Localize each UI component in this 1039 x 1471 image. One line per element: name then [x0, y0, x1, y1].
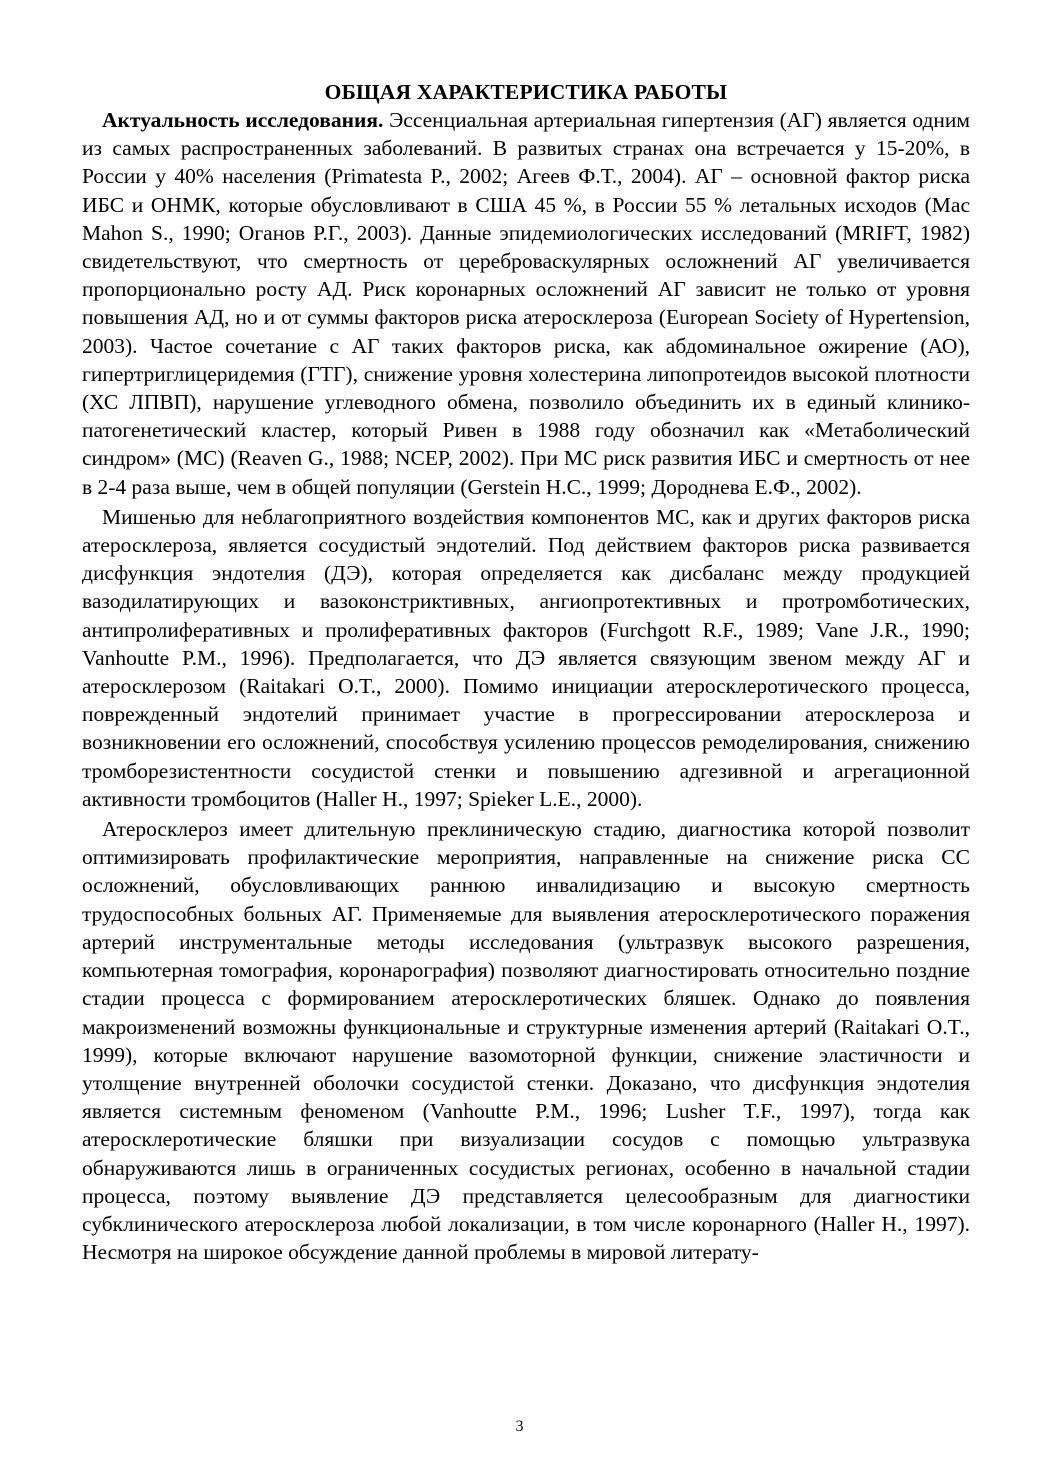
paragraph-text: Атеросклероз имеет длительную преклиническую стадию, диагностика которой позволит оптимизировать профилактические мероприятия, направленные на снижение риска СС осложнений, обусловливающих раннюю инвалидизацию и высокую смертность трудоспособных больных АГ. Применяемые для выявления атеросклеротического поражения артерий инструментальные методы исследования (ультразвук высокого разрешения, компьютерная томография, коронарография) позволяют диагностировать относительно поздние стадии процесса с формированием атеросклеротических бляшек. Однако до появления макроизменений возможны функциональные и структурные изменения артерий (Raitakari O.T., 1999), которые включают нарушение вазомоторной функции, снижение эластичности и утолщение внутренней оболочки сосудистой стенки. Доказано, что дисфункция эндотелия является системным феноменом (Vanhoutte P.M., 1996; Lusher T.F., 1997), тогда как атеросклеротические бляшки при визуализации сосудов с помощью ультразвука обнаруживаются лишь в ограниченных сосудистых регионах, особенно в начальной стадии процесса, поэтому выявление ДЭ представляется целесообразным для диагностики субклинического атеросклероза любой локализации, в том числе коронарного (Haller H., 1997). Несмотря на широкое обсуждение данной проблемы в мировой литерату-	[82, 817, 970, 1265]
paragraph-text: Мишенью для неблагоприятного воздействия компонентов МС, как и других факторов риска атеросклероза, является сосудистый эндотелий. Под действием факторов риска развивается дисфункция эндотелия (ДЭ), которая определяется как дисбаланс между продукцией вазодилатирующих и вазоконстриктивных, ангиопротективных и протромботических, антипролиферативных и пролиферативных факторов (Furchgott R.F., 1989; Vane J.R., 1990; Vanhoutte P.M., 1996). Предполагается, что ДЭ является связующим звеном между АГ и атеросклерозом (Raitakari O.T., 2000). Помимо инициации атеросклеротического процесса, поврежденный эндотелий принимает участие в прогрессировании атеросклероза и возникновении его осложнений, способствуя усилению процессов ремоделирования, снижению тромборезистентности сосудистой стенки и повышению адгезивной и агрегационной активности тромбоцитов (Haller H., 1997; Spieker L.E., 2000).	[82, 504, 970, 811]
paragraph-lead: Актуальность исследования.	[102, 108, 384, 132]
paragraph-endothelium	[82, 503, 970, 813]
document-page	[82, 78, 970, 1266]
document-title: ОБЩАЯ ХАРАКТЕРИСТИКА РАБОТЫ	[324, 80, 728, 104]
paragraph-atherosclerosis	[82, 815, 970, 1266]
paragraph-relevance	[82, 106, 970, 501]
page-number: 3	[515, 1418, 524, 1435]
paragraph-text: Эссенциальная артериальная гипертензия (АГ) является одним из самых распространенных заболеваний. В развитых странах она встречается у 15-20%, в России у 40% населения (Primatesta P., 2002; Агеев Ф.Т., 2004). АГ – основной фактор риска ИБС и ОНМК, которые обусловливают в США 45 %, в России 55 % летальных исходов (Mac Mahon S., 1990; Оганов Р.Г., 2003). Данные эпидемиологических исследований (MRIFT, 1982) свидетельствуют, что смертность от цереброваскулярных осложнений АГ увеличивается пропорционально росту АД. Риск коронарных осложнений АГ зависит не только от уровня повышения АД, но и от суммы факторов риска атеросклероза (European Society of Hypertension, 2003). Частое сочетание с АГ таких факторов риска, как абдоминальное ожирение (АО), гипертриглицеридемия (ГТГ), снижение уровня холестерина липопротеидов высокой плотности (ХС ЛПВП), нарушение углеводного обмена, позволило объединить их в единый клинико-патогенетический кластер, который Ривен в 1988 году обозначил как «Метаболический синдром» (МС) (Reaven G., 1988; NCEP, 2002). При МС риск развития ИБС и смертность от нее в 2-4 раза выше, чем в общей популяции (Gerstein H.C., 1999; Дороднева Е.Ф., 2002).	[82, 108, 971, 499]
